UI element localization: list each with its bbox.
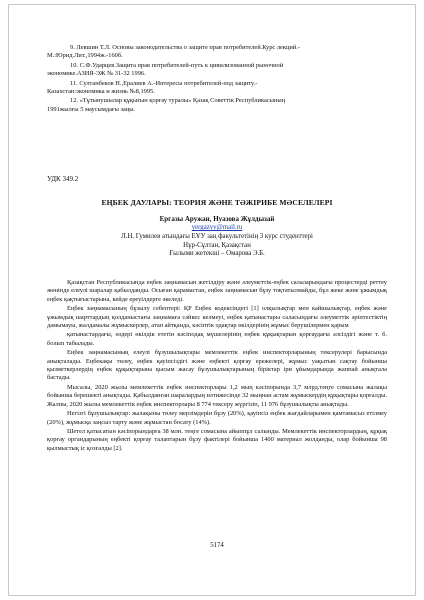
paragraph: қатынастардағы, өздері өкілдік ететін кәсіподақ мүшелерінің еңбек құқықтарын қорғаудағы әлсіздігі және т. б. болып табылады. <box>47 331 387 347</box>
paragraph: Еңбек заңнамасының елеулі бұзушылықтары мемлекеттік еңбек инспекторларының тексерулері барысында анықталады. Еңбекақы төлеу, еңбек қауіпсіздігі және еңбекті қорғау ережелері, жұмыс уақытын сақтау бойынша қызметкерлердің еңбек құқықтарына қысым жасау бұзушылықтарының біріктар іри ұйымдарында жаппай анықтала бастады. <box>47 349 387 382</box>
reference-line: экономике.АЗИЯ-ЭЖ № 31-32 1996. <box>47 70 146 78</box>
reference-line: 1991жылғы 5 маусымдағы заңы. <box>47 105 136 113</box>
document-page <box>8 4 416 596</box>
reference-item <box>47 97 387 114</box>
page-number: 5174 <box>210 542 224 549</box>
paragraph: Қазақстан Республикасында еңбек заңнамасын жетілдіру және әлеуметтік-еңбек салаларындағы процестерді реттеу жөнінде елеулі шаралар қабылданды. Осыған қарамастан, еңбек заңнамасын бұзу тоқтатылмайды, бұл жеке және ұжымдық еңбек қақтығыстарына, кейде ереуілдерге әкеледі. <box>47 279 387 303</box>
reference-line: 12. «Тұтынушылар құқығын қорғау туралы» Қазақ Советтік Республикасының <box>70 97 286 105</box>
paragraph: Негізгі бұзушылықтар: жалақыны төлеу мерзімдерін бұзу (20%), қауіпсіз еңбек жағдайларымен қамтамасыз етілмеу (20%), жұмысқа заңсыз тарту және жұмыстан босату (14%). <box>47 410 387 426</box>
paragraph: Еңбек заңнамасының бұзылу себептері: ҚР Еңбек кодексіндегі [1] олқылықтар мен кайшылықтар, еңбек және ұжымдық шарттардың қолданыстағы заңнамаға сәйкес келмеуі, еңбек қатынастары саласындағы әлеуметтік әріптестіктің дамымауы, жалдамалы жұмыскерлер, атап айтқанда, кәсіптік одақтар өкілдерінің жұмыс берушілермен қарым <box>47 305 387 330</box>
reference-line: Казахстан:экономика и жизнь №8,1995. <box>47 88 155 96</box>
paragraph: Шетел қатысатын кәсіпорындарға 38 млн. теңге сомасына айыппұл салынды. Мемлекеттік инспекторлардың, құқық қорғау органдарының еңбекті қорғау талаптарын бұзу фактілері бойынша 1400 материал жолданды, олар бойынша 98 қылмыстық іс қозғалды [2]. <box>47 427 387 452</box>
reference-item <box>47 62 387 79</box>
reference-line: 10. С.Ф.Ударцев.Защита прав потребителей-путь к цивилизованной рыночной <box>70 61 284 69</box>
affiliation-line: Л.Н. Гумилев атындағы ЕҰУ заң факультетінің 3 курс студенттері <box>121 233 313 240</box>
author-names: Ергазы Аружан, Нуазова Жұлдызай <box>159 215 275 223</box>
affiliation-line: Ғылыми жетекші – Омарова Э.Б. <box>169 250 265 258</box>
affiliation-line: Нұр-Сұлтан, Қазақстан <box>183 241 251 249</box>
reference-item <box>47 44 387 61</box>
reference-line: 9. Левшин Т.Л. Основы законодательства о защите прав потребителей.Курс лекций.- <box>70 44 300 51</box>
paper-title: ЕҢБЕК ДАУЛАРЫ: ТЕОРИЯ ЖӘНЕ ТӘЖІРИБЕ МӘСЕЛЕЛЕРІ <box>101 198 333 207</box>
affiliation-block <box>47 233 387 259</box>
reference-item <box>47 80 387 97</box>
udk-code: УДК 349.2 <box>47 175 79 183</box>
reference-list <box>47 44 387 115</box>
reference-line: 11. Султанбеков Н.,Ералиев А.-Интересы потребителей-под защиту.- <box>70 79 258 87</box>
paragraph: Мысалы, 2020 жылы мемлекеттік еңбек инспекторлары 1,2 мың кәсіпорында 3,7 млрд.теңге сомасына жалақы бойынша берешекті анықтады. Қабылданған шаралардың нәтижесінде 32 мыңнан астам жұмыскердің құқықтары қорғалды. Жалпы, 2020 жылы мемлекеттік еңбек инспекторлары 8 774 тексеру жүргізіп, 11 976 бұзушылықты анықтады. <box>47 383 387 408</box>
author-email-link[interactable]: yergazyy@mail.ru <box>191 224 243 231</box>
reference-line: М.:Юрид.Лит.,1994ж.-160б. <box>47 52 123 60</box>
body-text <box>47 279 387 454</box>
